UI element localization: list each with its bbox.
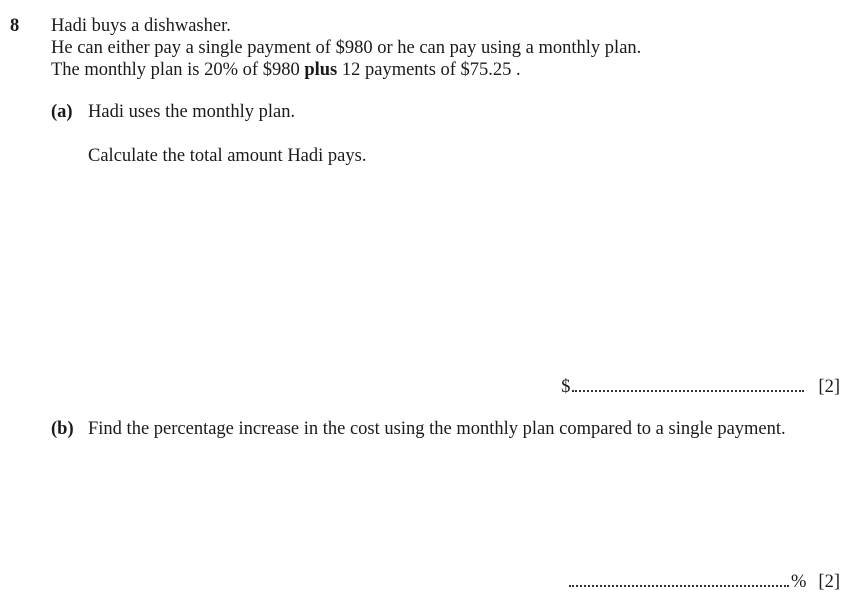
answer-dotted-field[interactable] [572,374,804,392]
part-b-answer-line [567,569,840,593]
answer-currency-prefix: $ [561,377,571,397]
question-stem-line-1: Hadi buys a dishwasher. [51,16,231,36]
stem-line-3-after: 12 payments of $75.25 . [337,60,521,80]
part-a-label: (a) [51,102,73,122]
question-stem-line-3 [51,59,521,81]
part-a-instruction: Calculate the total amount Hadi pays. [88,146,367,166]
question-number: 8 [10,16,20,36]
part-a-marks: [2] [818,377,840,397]
part-a-text: Hadi uses the monthly plan. [88,102,296,122]
part-b-label: (b) [51,419,74,439]
stem-line-3-bold: plus [304,60,338,80]
question-stem-line-2: He can either pay a single payment of $980 or he can pay using a monthly plan. [51,38,642,58]
stem-line-3-before: The monthly plan is 20% of $980 [51,60,305,80]
part-a-answer-line [561,374,840,398]
answer-percent-suffix: % [791,572,807,592]
part-b-marks: [2] [818,572,840,592]
part-b-text: Find the percentage increase in the cost using the monthly plan compared to a single payment. [88,419,786,439]
answer-dotted-field[interactable] [569,569,789,587]
